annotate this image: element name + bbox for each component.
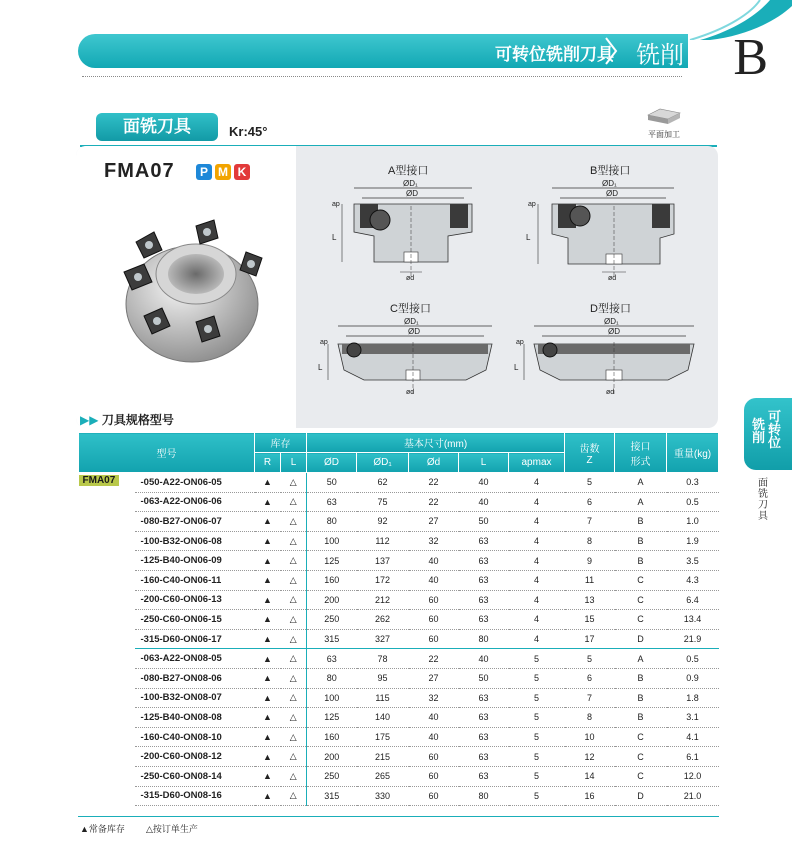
cell-weight: 6.1 (667, 747, 719, 767)
cell-ap: 4 (509, 551, 565, 571)
cell-model: -125-B40-ON08-08 (135, 708, 255, 728)
cell-ap: 5 (509, 708, 565, 728)
cell-od1: 92 (357, 512, 409, 532)
cell-length: 40 (459, 473, 509, 493)
table-row (79, 649, 719, 669)
cell-ap: 5 (509, 766, 565, 786)
spec-heading (80, 411, 174, 428)
cell-stock-l: △ (281, 590, 307, 610)
cell-weight: 1.8 (667, 688, 719, 708)
surface-machining-label: 平面加工 (648, 130, 680, 139)
cell-stock-l: △ (281, 766, 307, 786)
diagram-c-l-label: L (318, 363, 323, 372)
spec-table (78, 432, 719, 806)
cell-stock-r: ▲ (255, 727, 281, 747)
cell-teeth: 17 (565, 629, 615, 649)
cell-bore: 32 (409, 688, 459, 708)
cell-bore: 40 (409, 570, 459, 590)
cell-bore: 40 (409, 708, 459, 728)
diagram-b-bore-label: ød (608, 275, 617, 280)
cell-weight: 6.4 (667, 590, 719, 610)
table-row (79, 590, 719, 610)
table-row (79, 747, 719, 767)
cell-bore: 60 (409, 786, 459, 806)
cell-interface: C (615, 610, 667, 630)
diagram-d-bore-label: ød (606, 389, 615, 396)
diagram-b-l-label: L (526, 233, 531, 242)
table-row (79, 766, 719, 786)
cell-model: -063-A22-ON08-05 (135, 649, 255, 669)
cell-length: 80 (459, 629, 509, 649)
diagram-b-d-label: ØD (606, 189, 618, 198)
cell-length: 63 (459, 727, 509, 747)
header-bore: Ød (409, 453, 459, 473)
cell-stock-r: ▲ (255, 766, 281, 786)
cell-teeth: 8 (565, 531, 615, 551)
cell-ap: 4 (509, 531, 565, 551)
cell-weight: 4.1 (667, 727, 719, 747)
diagram-b-ap-label: ap (528, 201, 536, 208)
cell-stock-r: ▲ (255, 629, 281, 649)
cell-length: 50 (459, 512, 509, 532)
cell-ap: 4 (509, 610, 565, 630)
header-stock-l: L (281, 453, 307, 473)
cell-stock-l: △ (281, 708, 307, 728)
cell-teeth: 10 (565, 727, 615, 747)
cell-stock-r: ▲ (255, 786, 281, 806)
cell-ap: 5 (509, 786, 565, 806)
cell-stock-l: △ (281, 727, 307, 747)
cell-ap: 4 (509, 629, 565, 649)
section-title: 面铣刀具 (96, 113, 218, 141)
side-tab-label-1: 铣削 (752, 417, 766, 445)
cell-interface: C (615, 590, 667, 610)
cell-weight: 3.1 (667, 708, 719, 728)
side-tab-sublabel: 面铣刀具 (758, 478, 768, 522)
category-title: 可转位铣削刀具 (495, 45, 614, 64)
cell-stock-r: ▲ (255, 531, 281, 551)
cell-od1: 212 (357, 590, 409, 610)
cell-length: 63 (459, 766, 509, 786)
cell-length: 63 (459, 590, 509, 610)
cell-length: 63 (459, 551, 509, 571)
cell-length: 63 (459, 531, 509, 551)
chapter-letter: B (733, 29, 768, 86)
table-row (79, 551, 719, 571)
cell-od: 315 (307, 629, 357, 649)
header-interface (615, 433, 667, 473)
cell-interface: B (615, 551, 667, 571)
diagram-a-d1-label: ØD₁ (403, 179, 418, 188)
cell-model: -200-C60-ON06-13 (135, 590, 255, 610)
cell-interface: C (615, 727, 667, 747)
cell-od: 63 (307, 649, 357, 669)
header-ap: apmax (509, 453, 565, 473)
diagram-a-l-label: L (332, 233, 337, 242)
cell-weight: 21.0 (667, 786, 719, 806)
cell-model: -125-B40-ON06-09 (135, 551, 255, 571)
cell-od: 250 (307, 610, 357, 630)
cell-stock-r: ▲ (255, 610, 281, 630)
cell-weight: 0.5 (667, 649, 719, 669)
table-row (79, 473, 719, 493)
cell-od1: 140 (357, 708, 409, 728)
cell-interface: C (615, 570, 667, 590)
cell-stock-r: ▲ (255, 551, 281, 571)
cell-teeth: 13 (565, 590, 615, 610)
diagram-a-bore-label: ød (406, 275, 415, 280)
cell-ap: 4 (509, 512, 565, 532)
diagram-c-title: C型接口 (390, 303, 431, 315)
cell-stock-l: △ (281, 610, 307, 630)
footnote-stock: ▲常备库存 (80, 824, 125, 834)
cell-teeth: 6 (565, 492, 615, 512)
table-row (79, 570, 719, 590)
cell-teeth: 12 (565, 747, 615, 767)
cell-stock-l: △ (281, 649, 307, 669)
cell-interface: B (615, 688, 667, 708)
cell-od: 200 (307, 590, 357, 610)
cell-ap: 5 (509, 649, 565, 669)
table-bottom-rule (78, 816, 719, 817)
cell-od1: 137 (357, 551, 409, 571)
cell-od: 80 (307, 512, 357, 532)
cell-weight: 0.3 (667, 473, 719, 493)
diagram-a-title: A型接口 (388, 165, 429, 177)
table-row (79, 786, 719, 806)
cell-ap: 5 (509, 668, 565, 688)
cell-od: 250 (307, 766, 357, 786)
cell-interface: D (615, 629, 667, 649)
cell-model: -315-D60-ON08-16 (135, 786, 255, 806)
header-weight: 重量(kg) (667, 433, 719, 473)
cell-od1: 175 (357, 727, 409, 747)
cell-stock-r: ▲ (255, 512, 281, 532)
cell-length: 63 (459, 570, 509, 590)
diagram-b-title: B型接口 (590, 165, 631, 177)
series-cell (79, 473, 135, 806)
cell-bore: 60 (409, 629, 459, 649)
cell-bore: 32 (409, 531, 459, 551)
cell-stock-l: △ (281, 688, 307, 708)
cell-weight: 21.9 (667, 629, 719, 649)
cell-stock-l: △ (281, 629, 307, 649)
diagram-c-bore-label: ød (406, 389, 415, 396)
cell-teeth: 15 (565, 610, 615, 630)
cell-od: 80 (307, 668, 357, 688)
chevron-right-icon (604, 36, 618, 66)
cell-model: -100-B32-ON08-07 (135, 688, 255, 708)
diagram-d-ap-label: ap (516, 339, 524, 346)
cell-model: -315-D60-ON06-17 (135, 629, 255, 649)
cell-stock-r: ▲ (255, 747, 281, 767)
cell-weight: 3.5 (667, 551, 719, 571)
table-row (79, 688, 719, 708)
cell-od1: 215 (357, 747, 409, 767)
table-row (79, 668, 719, 688)
diagram-d-title: D型接口 (590, 303, 631, 315)
table-row (79, 708, 719, 728)
cell-stock-l: △ (281, 570, 307, 590)
cell-model: -200-C60-ON08-12 (135, 747, 255, 767)
cell-length: 50 (459, 668, 509, 688)
double-chevron-icon: ▶▶ (80, 413, 99, 427)
cell-stock-l: △ (281, 512, 307, 532)
cell-interface: A (615, 492, 667, 512)
cell-ap: 5 (509, 688, 565, 708)
table-row (79, 492, 719, 512)
cell-model: -160-C40-ON06-11 (135, 570, 255, 590)
cell-model: -050-A22-ON06-05 (135, 473, 255, 493)
table-row (79, 727, 719, 747)
cell-length: 80 (459, 786, 509, 806)
cell-model: -250-C60-ON06-15 (135, 610, 255, 630)
cell-od: 315 (307, 786, 357, 806)
cell-od1: 265 (357, 766, 409, 786)
cell-interface: A (615, 649, 667, 669)
diagram-d-d1-label: ØD₁ (604, 317, 619, 326)
cell-stock-l: △ (281, 531, 307, 551)
header-interface-line1: 接口 (630, 441, 651, 453)
cell-stock-r: ▲ (255, 473, 281, 493)
header-teeth (565, 433, 615, 473)
table-row (79, 512, 719, 532)
cell-ap: 4 (509, 570, 565, 590)
cell-stock-r: ▲ (255, 688, 281, 708)
cell-od: 160 (307, 570, 357, 590)
cell-stock-l: △ (281, 551, 307, 571)
subcategory-title: 铣削 (636, 42, 684, 69)
header-model: 型号 (79, 433, 255, 473)
cell-od: 160 (307, 727, 357, 747)
cell-teeth: 14 (565, 766, 615, 786)
cell-length: 63 (459, 747, 509, 767)
cell-ap: 5 (509, 727, 565, 747)
table-row (79, 531, 719, 551)
cell-teeth: 8 (565, 708, 615, 728)
cell-bore: 40 (409, 727, 459, 747)
material-badge-k: K (234, 164, 250, 180)
cell-bore: 40 (409, 551, 459, 571)
cell-weight: 1.0 (667, 512, 719, 532)
side-tab-label-2: 可转位 (768, 409, 782, 450)
cell-stock-r: ▲ (255, 708, 281, 728)
cell-weight: 12.0 (667, 766, 719, 786)
cell-od1: 95 (357, 668, 409, 688)
cell-stock-l: △ (281, 747, 307, 767)
cell-teeth: 9 (565, 551, 615, 571)
cell-teeth: 6 (565, 668, 615, 688)
cell-bore: 60 (409, 590, 459, 610)
header-interface-line2: 形式 (630, 456, 651, 468)
cell-bore: 22 (409, 473, 459, 493)
cell-length: 63 (459, 708, 509, 728)
cell-teeth: 5 (565, 649, 615, 669)
cell-teeth: 5 (565, 473, 615, 493)
cell-model: -250-C60-ON08-14 (135, 766, 255, 786)
cell-od1: 172 (357, 570, 409, 590)
cell-stock-r: ▲ (255, 590, 281, 610)
interface-c-diagram (316, 314, 502, 398)
interface-a-diagram (328, 176, 488, 280)
cell-od1: 327 (357, 629, 409, 649)
material-badge-p: P (196, 164, 212, 180)
header-divider (82, 76, 682, 77)
header-teeth-symbol: Z (586, 454, 593, 466)
cell-stock-r: ▲ (255, 492, 281, 512)
diagram-c-d1-label: ØD₁ (404, 317, 419, 326)
cell-od: 125 (307, 551, 357, 571)
cell-length: 40 (459, 649, 509, 669)
cell-od: 100 (307, 688, 357, 708)
diagram-c-d-label: ØD (408, 327, 420, 336)
cell-bore: 22 (409, 492, 459, 512)
cell-interface: D (615, 786, 667, 806)
cell-weight: 0.5 (667, 492, 719, 512)
material-badge-m: M (215, 164, 231, 180)
flat-surface-icon (646, 107, 682, 125)
cell-bore: 60 (409, 610, 459, 630)
cell-interface: B (615, 512, 667, 532)
cell-bore: 60 (409, 766, 459, 786)
cell-od1: 330 (357, 786, 409, 806)
cell-stock-r: ▲ (255, 570, 281, 590)
table-row (79, 610, 719, 630)
interface-d-diagram (512, 314, 704, 398)
cell-od: 125 (307, 708, 357, 728)
header-stock-r: R (255, 453, 281, 473)
cell-ap: 5 (509, 747, 565, 767)
cell-model: -160-C40-ON08-10 (135, 727, 255, 747)
cell-stock-l: △ (281, 668, 307, 688)
cell-length: 63 (459, 688, 509, 708)
cell-length: 40 (459, 492, 509, 512)
interface-b-diagram (522, 176, 692, 280)
header-length: L (459, 453, 509, 473)
cell-weight: 0.9 (667, 668, 719, 688)
diagram-a-d-label: ØD (406, 189, 418, 198)
diagram-a-ap-label: ap (332, 201, 340, 208)
cell-od1: 62 (357, 473, 409, 493)
cell-model: -080-B27-ON06-07 (135, 512, 255, 532)
cell-length: 63 (459, 610, 509, 630)
cell-od1: 75 (357, 492, 409, 512)
cell-stock-r: ▲ (255, 668, 281, 688)
cell-model: -080-B27-ON08-06 (135, 668, 255, 688)
cell-teeth: 7 (565, 688, 615, 708)
cell-stock-l: △ (281, 786, 307, 806)
face-mill-photo (96, 212, 276, 372)
cell-od: 200 (307, 747, 357, 767)
cell-od1: 115 (357, 688, 409, 708)
cell-bore: 27 (409, 668, 459, 688)
diagram-d-d-label: ØD (608, 327, 620, 336)
cell-teeth: 11 (565, 570, 615, 590)
header-dimensions: 基本尺寸(mm) (307, 433, 565, 453)
cell-teeth: 7 (565, 512, 615, 532)
cell-bore: 60 (409, 747, 459, 767)
cell-bore: 27 (409, 512, 459, 532)
footnote-order: △按订单生产 (145, 824, 198, 834)
cell-bore: 22 (409, 649, 459, 669)
cell-interface: C (615, 747, 667, 767)
cell-stock-l: △ (281, 473, 307, 493)
cell-od1: 262 (357, 610, 409, 630)
cell-weight: 13.4 (667, 610, 719, 630)
cell-od1: 78 (357, 649, 409, 669)
diagram-d-l-label: L (514, 363, 519, 372)
cell-od: 63 (307, 492, 357, 512)
cell-stock-l: △ (281, 492, 307, 512)
spec-heading-label: 刀具规格型号 (101, 413, 174, 427)
cell-od: 100 (307, 531, 357, 551)
table-row (79, 629, 719, 649)
header-stock: 库存 (255, 433, 307, 453)
cell-ap: 4 (509, 492, 565, 512)
cell-od1: 112 (357, 531, 409, 551)
cell-od: 50 (307, 473, 357, 493)
product-model-name: FMA07 (104, 160, 175, 182)
cell-ap: 4 (509, 590, 565, 610)
header-od1: ØD₁ (357, 453, 409, 473)
cell-interface: B (615, 531, 667, 551)
cell-interface: A (615, 473, 667, 493)
cell-weight: 1.9 (667, 531, 719, 551)
cell-stock-r: ▲ (255, 649, 281, 669)
diagram-c-ap-label: ap (320, 339, 328, 346)
diagram-b-d1-label: ØD₁ (602, 179, 617, 188)
cell-interface: C (615, 766, 667, 786)
cell-teeth: 16 (565, 786, 615, 806)
cell-ap: 4 (509, 473, 565, 493)
header-od: ØD (307, 453, 357, 473)
cell-interface: B (615, 668, 667, 688)
cell-model: -100-B32-ON06-08 (135, 531, 255, 551)
entering-angle-label: Kr:45° (229, 124, 268, 139)
cell-interface: B (615, 708, 667, 728)
footnote (80, 822, 198, 835)
header-teeth-label: 齿数 (579, 443, 600, 455)
cell-model: -063-A22-ON06-06 (135, 492, 255, 512)
series-badge: FMA07 (79, 475, 120, 486)
cell-weight: 4.3 (667, 570, 719, 590)
